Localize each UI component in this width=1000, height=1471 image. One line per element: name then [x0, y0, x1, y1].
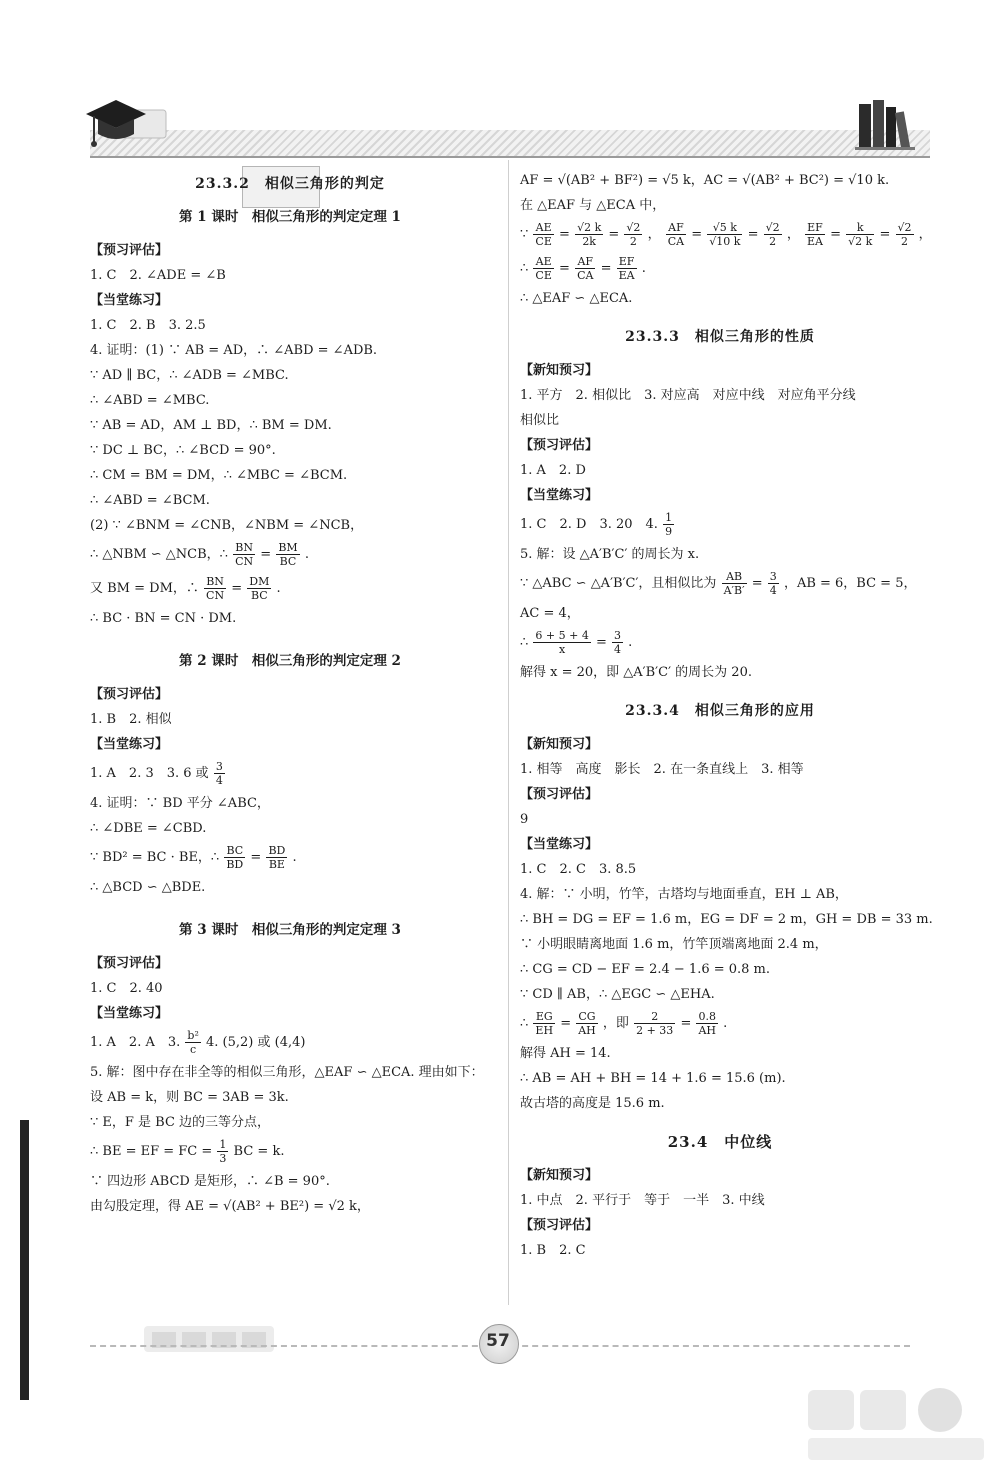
lesson1-line: 4. 证明：(1) ∵ AB = AD，∴ ∠ABD = ∠ADB.: [90, 343, 378, 358]
fraction: $\frac{1}{9}$: [665, 511, 673, 538]
lesson1-preview-heading: 【预习评估】: [90, 243, 169, 258]
fraction: $\frac{AE}{CE}$: [535, 221, 552, 248]
s333-fraction-line: ∵ △ABC ∽ △A′B′C′，且相似比为 $\frac{AB}{A'B'}$ = $\frac{3}{4}$ ，AB = 6，BC = 5，: [520, 570, 917, 597]
lesson1-line: ∴ ∠ABD = ∠BCM.: [90, 493, 210, 508]
s334-line: 故古塔的高度是 15.6 m.: [520, 1096, 665, 1111]
footer-ornament: [140, 1318, 280, 1358]
fraction: $\frac{1}{3}$: [219, 1138, 227, 1165]
lesson3-line: 5. 解：图中存在非全等的相似三角形，△EAF ∽ △ECA. 理由如下：: [90, 1065, 484, 1080]
fraction: $\frac{BN}{CN}$: [235, 541, 254, 568]
fraction: $\frac{√5 k}{√10 k}$: [709, 221, 741, 248]
lesson2-line: ∴ ∠DBE = ∠CBD.: [90, 821, 207, 836]
section-title-23-3-4: 23.3.4 相似三角形的应用: [625, 703, 815, 719]
s334-line: 解得 AH = 14.: [520, 1046, 611, 1061]
fraction: $\frac{√2}{2}$: [897, 221, 912, 248]
fraction: $\frac{EF}{EA}$: [618, 255, 635, 282]
right-column: [520, 168, 933, 1263]
s334-line: ∴ AB = AH + BH = 14 + 1.6 = 15.6 (m).: [520, 1071, 786, 1086]
s334-line: ∵ CD ∥ AB，∴ △EGC ∽ △EHA.: [520, 987, 715, 1002]
scan-edge-shadow: [20, 1120, 29, 1400]
watermark-logo: [800, 1384, 990, 1466]
s234-line: 1. 中点 2. 平行于 等于 一半 3. 中线: [520, 1193, 765, 1208]
s234-new-heading: 【新知预习】: [520, 1168, 599, 1183]
s334-line: ∴ BH = DG = EF = 1.6 m，EG = DF = 2 m，GH = DB = 33 m.: [520, 912, 933, 927]
lesson2-line: ∴ △BCD ∽ △BDE.: [90, 880, 206, 895]
lesson1-line: ∴ CM = BM = DM，∴ ∠MBC = ∠BCM.: [90, 468, 348, 483]
lesson1-line: ∵ AB = AD，AM ⊥ BD，∴ BM = DM.: [90, 418, 332, 433]
lesson2-practice-heading: 【当堂练习】: [90, 737, 169, 752]
lesson2-preview-heading: 【预习评估】: [90, 687, 169, 702]
lesson1-line: ∴ ∠ABD = ∠MBC.: [90, 393, 210, 408]
lesson3-line: 1. C 2. 40: [90, 981, 163, 996]
s333-line: 5. 解：设 △A′B′C′ 的周长为 x.: [520, 547, 700, 562]
fraction: $\frac{0.8}{AH}$: [698, 1010, 717, 1037]
fraction: $\frac{DM}{BC}$: [249, 575, 270, 602]
lesson1-line: (2) ∵ ∠BNM = ∠CNB，∠NBM = ∠NCB，: [90, 518, 364, 533]
s333-new-heading: 【新知预习】: [520, 363, 599, 378]
page-number: 57: [486, 1331, 510, 1351]
fraction: $\frac{BC}{BD}$: [226, 844, 244, 871]
fraction: $\frac{\text{b²}}{c}$: [187, 1029, 199, 1056]
right-line: ∴ △EAF ∽ △ECA.: [520, 291, 633, 306]
s334-practice-heading: 【当堂练习】: [520, 837, 599, 852]
section-title-23-4: 23.4 中位线: [667, 1133, 773, 1151]
s334-new-heading: 【新知预习】: [520, 737, 599, 752]
fraction: $\frac{√2}{2}$: [765, 221, 780, 248]
lesson3-line: 设 AB = k，则 BC = 3AB = 3k.: [90, 1090, 289, 1105]
fraction: $\frac{BN}{CN}$: [206, 575, 225, 602]
lesson1-line: ∵ AD ∥ BC，∴ ∠ADB = ∠MBC.: [90, 368, 289, 383]
s333-practice-heading: 【当堂练习】: [520, 488, 599, 503]
s333-line: 相似比: [520, 413, 560, 428]
lesson3-title: 第 3 课时 相似三角形的判定定理 3: [179, 922, 401, 938]
s234-line: 1. B 2. C: [520, 1243, 586, 1258]
fraction: $\frac{√2 k}{2k}$: [577, 221, 602, 248]
lesson1-line: ∵ DC ⊥ BC，∴ ∠BCD = 90°.: [90, 443, 276, 458]
lesson3-line: ∵ 四边形 ABCD 是矩形，∴ ∠B = 90°.: [90, 1174, 330, 1189]
s333-preview-heading: 【预习评估】: [520, 438, 599, 453]
ratio-line: ∴ $\frac{AE}{CE}$ = $\frac{AF}{CA}$ = $\frac{EF}{EA}$ .: [520, 255, 646, 282]
fraction: $\frac{6 + 5 + 4}{x}$: [535, 629, 589, 656]
lesson3-line: ∵ E，F 是 BC 边的三等分点，: [90, 1115, 271, 1130]
lesson1-line: 1. C 2. B 3. 2.5: [90, 318, 206, 333]
lesson3-fraction-line: ∴ BE = EF = FC = $\frac{1}{3}$ BC = k.: [90, 1138, 285, 1165]
right-line: 在 △EAF 与 △ECA 中，: [520, 198, 666, 213]
s334-line: ∵ 小明眼睛离地面 1.6 m，竹竿顶端离地面 2.4 m，: [520, 937, 828, 952]
lesson3-line: 由勾股定理，得 AE = √(AB² + BE²) = √2 k，: [90, 1199, 370, 1214]
lesson1-line: ∴ BC · BN = CN · DM.: [90, 611, 237, 626]
s333-line: 解得 x = 20，即 △A′B′C′ 的周长为 20.: [520, 665, 752, 680]
s334-line: ∴ CG = CD − EF = 2.4 − 1.6 = 0.8 m.: [520, 962, 771, 977]
lesson1-title: 第 1 课时 相似三角形的判定定理 1: [179, 209, 401, 225]
s334-line: 1. 相等 高度 影长 2. 在一条直线上 3. 相等: [520, 762, 804, 777]
s333-line: 1. 平方 2. 相似比 3. 对应高 对应中线 对应角平分线: [520, 388, 856, 403]
fraction: $\frac{AF}{CA}$: [667, 221, 685, 248]
s334-preview-heading: 【预习评估】: [520, 787, 599, 802]
fraction: $\frac{AB}{A'B'}$: [723, 570, 745, 597]
lesson1-practice-heading: 【当堂练习】: [90, 293, 169, 308]
lesson1-line: 1. C 2. ∠ADE = ∠B: [90, 268, 226, 283]
fraction: $\frac{EF}{EA}$: [806, 221, 823, 248]
graduation-cap-icon: [82, 88, 172, 158]
s334-line: 4. 解：∵ 小明，竹竿，古塔均与地面垂直，EH ⊥ AB，: [520, 887, 848, 902]
section-title-23-3-2: 23.3.2 相似三角形的判定: [195, 176, 385, 192]
s333-line: 1. A 2. D: [520, 463, 586, 478]
lesson1-fraction-line: 又 BM = DM，∴ $\frac{BN}{CN}$ = $\frac{DM}{BC}$ .: [90, 575, 281, 602]
fraction: $\frac{BD}{BE}$: [268, 844, 286, 871]
s333-fraction-line: ∴ $\frac{6 + 5 + 4}{x}$ = $\frac{3}{4}$ .: [520, 629, 633, 656]
section-title-23-3-3: 23.3.3 相似三角形的性质: [625, 329, 815, 345]
s334-line: 1. C 2. C 3. 8.5: [520, 862, 637, 877]
lesson3-preview-heading: 【预习评估】: [90, 956, 169, 971]
fraction: $\frac{AE}{CE}$: [535, 255, 552, 282]
s333-line: AC = 4，: [520, 606, 580, 621]
s333-fraction-line: 1. C 2. D 3. 20 4. $\frac{1}{9}$: [520, 511, 673, 538]
column-divider: [508, 160, 509, 1305]
s334-fraction-line: ∴ $\frac{EG}{EH}$ = $\frac{CG}{AH}$ ，即 $\frac{2}{2 + 33}$ = $\frac{0.8}{AH}$ .: [520, 1010, 728, 1037]
lesson2-fraction-line: 1. A 2. 3 3. 6 或 $\frac{3}{4}$: [90, 760, 223, 787]
fraction: $\frac{k}{√2 k}$: [848, 221, 873, 248]
fraction: $\frac{3}{4}$: [769, 570, 777, 597]
ratio-line: ∵ $\frac{AE}{CE}$ = $\frac{√2 k}{2k}$ = $\frac{√2}{2}$ ， $\frac{AF}{CA}$ = $\frac{√5 k}{√10 k}$ = $\frac{√2}{2}$ ， $\frac{EF}{EA}$ = $\frac{k}{√2 k}$ = $\frac{√2}{2}$ ，: [520, 221, 932, 248]
lesson3-fraction-line: 1. A 2. A 3. $\frac{\text{b²}}{c}$ 4. (5,2) 或 (4,4): [90, 1029, 306, 1056]
fraction: $\frac{2}{2 + 33}$: [636, 1010, 674, 1037]
right-line: AF = √(AB² + BF²) = √5 k，AC = √(AB² + BC²) = √10 k.: [520, 173, 890, 188]
header-band: [90, 130, 930, 158]
lesson3-practice-heading: 【当堂练习】: [90, 1006, 169, 1021]
fraction: $\frac{BM}{BC}$: [278, 541, 298, 568]
fraction: $\frac{3}{4}$: [614, 629, 622, 656]
lesson2-fraction-line: ∵ BD² = BC · BE，∴ $\frac{BC}{BD}$ = $\frac{BD}{BE}$ .: [90, 844, 297, 871]
books-icon: [855, 98, 915, 150]
lesson1-fraction-line: ∴ △NBM ∽ △NCB，∴ $\frac{BN}{CN}$ = $\frac{BM}{BC}$ .: [90, 541, 309, 568]
fraction: $\frac{3}{4}$: [215, 760, 223, 787]
lesson2-line: 1. B 2. 相似: [90, 712, 172, 727]
fraction: $\frac{√2}{2}$: [626, 221, 641, 248]
fraction: $\frac{CG}{AH}$: [578, 1010, 596, 1037]
s334-line: 9: [520, 812, 529, 827]
lesson2-title: 第 2 课时 相似三角形的判定定理 2: [179, 653, 401, 669]
left-column: [90, 168, 490, 1219]
fraction: $\frac{AF}{CA}$: [577, 255, 594, 282]
lesson2-line: 4. 证明：∵ BD 平分 ∠ABC，: [90, 796, 270, 811]
s234-preview-heading: 【预习评估】: [520, 1218, 599, 1233]
fraction: $\frac{EG}{EH}$: [535, 1010, 554, 1037]
